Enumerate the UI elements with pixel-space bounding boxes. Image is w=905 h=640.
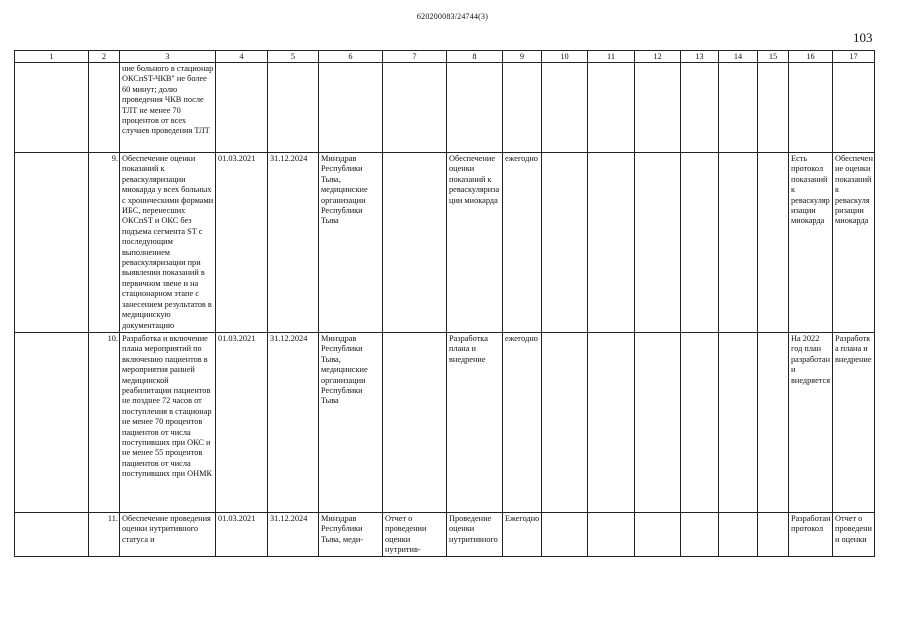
table-row xyxy=(15,63,875,153)
table-cell-col-10 xyxy=(542,513,588,557)
table-cell-col-7 xyxy=(383,63,447,153)
header-cell: 7 xyxy=(383,51,447,63)
header-cell: 10 xyxy=(542,51,588,63)
table-cell-col-3: ние больного в стационар ОКСпST-ЧКВ" не более 60 минут; долю проведения ЧКВ после ТЛТ не менее 70 процентов от всех случаев проведения ТЛТ xyxy=(120,63,216,153)
table-cell-col-2 xyxy=(89,63,120,153)
table-row xyxy=(15,153,875,333)
table-cell-col-5: 31.12.2024 xyxy=(268,513,319,557)
table-cell-col-7 xyxy=(383,333,447,513)
table-cell-col-11 xyxy=(588,153,635,333)
header-cell: 13 xyxy=(681,51,719,63)
header-cell: 3 xyxy=(120,51,216,63)
table-cell-col-11 xyxy=(588,63,635,153)
header-cell: 6 xyxy=(319,51,383,63)
table-cell-col-15 xyxy=(758,513,789,557)
table-cell-col-9: ежегодно xyxy=(503,153,542,333)
header-cell: 8 xyxy=(447,51,503,63)
header-cell: 5 xyxy=(268,51,319,63)
table-cell-col-7 xyxy=(383,153,447,333)
table-cell-col-16: Разработан протокол xyxy=(789,513,833,557)
header-cell: 15 xyxy=(758,51,789,63)
table-cell-col-5: 31.12.2024 xyxy=(268,153,319,333)
table-cell-col-9 xyxy=(503,63,542,153)
table-cell-col-8 xyxy=(447,63,503,153)
table-cell-col-12 xyxy=(635,333,681,513)
table-cell-col-4 xyxy=(216,63,268,153)
table-cell-col-15 xyxy=(758,333,789,513)
table-cell-col-13 xyxy=(681,63,719,153)
header-cell: 16 xyxy=(789,51,833,63)
table-cell-col-4: 01.03.2021 xyxy=(216,333,268,513)
table-cell-col-2: 11. xyxy=(89,513,120,557)
table-cell-col-14 xyxy=(719,513,758,557)
table-cell-col-3: Разработка и включение плана мероприятий по включению пациентов в мероприятия ранней медицинской реабилитации пациентов не позднее 72 часов от поступления в стационар не менее 70 процентов пациентов от числа поступивших при ОКС и не менее 55 процентов пациентов от числа поступивших при ОНМК xyxy=(120,333,216,513)
document-id: 620200083/24744(3) xyxy=(416,12,489,21)
table-cell-col-17 xyxy=(833,63,875,153)
table-cell-col-14 xyxy=(719,153,758,333)
table-cell-col-12 xyxy=(635,513,681,557)
table-cell-col-17: Отчет о проведении оценки xyxy=(833,513,875,557)
table-cell-col-15 xyxy=(758,63,789,153)
table-row xyxy=(15,513,875,557)
table-cell-col-12 xyxy=(635,153,681,333)
table-cell-col-9: ежегодно xyxy=(503,333,542,513)
table-cell-col-16: Есть протокол показаний к реваскуляризации миокарда xyxy=(789,153,833,333)
header-cell: 17 xyxy=(833,51,875,63)
table-cell-col-10 xyxy=(542,153,588,333)
table-cell-col-1 xyxy=(15,63,89,153)
table-cell-col-5 xyxy=(268,63,319,153)
table-cell-col-16 xyxy=(789,63,833,153)
table-cell-col-5: 31.12.2024 xyxy=(268,333,319,513)
header-row xyxy=(15,51,875,63)
header-cell: 14 xyxy=(719,51,758,63)
table-cell-col-15 xyxy=(758,153,789,333)
table-cell-col-11 xyxy=(588,513,635,557)
table-cell-col-13 xyxy=(681,153,719,333)
table-cell-col-9: Ежегодно xyxy=(503,513,542,557)
table-cell-col-13 xyxy=(681,513,719,557)
plan-table xyxy=(14,50,875,557)
table-cell-col-3: Обеспечение проведения оценки нутритивного статуса и xyxy=(120,513,216,557)
table-cell-col-2: 9. xyxy=(89,153,120,333)
table-cell-col-6 xyxy=(319,63,383,153)
table-cell-col-14 xyxy=(719,63,758,153)
header-cell: 4 xyxy=(216,51,268,63)
table-cell-col-1 xyxy=(15,333,89,513)
header-cell: 11 xyxy=(588,51,635,63)
table-cell-col-14 xyxy=(719,333,758,513)
table-cell-col-3: Обеспечение оценки показаний к реваскуляризации миокарда у всех больных с хроническими формами ИБС, перенесших ОКСпST и ОКС без подъема сегмента ST с последующим выполнением реваскуляризации при выявлении показаний в первичном звене и на стационарном этапе с занесением результатов в медицинскую документацию xyxy=(120,153,216,333)
table-cell-col-1 xyxy=(15,513,89,557)
table-cell-col-11 xyxy=(588,333,635,513)
table-cell-col-6: Минздрав Республики Тыва, медицинские организации Республики Тыва xyxy=(319,333,383,513)
table-row xyxy=(15,333,875,513)
table-cell-col-10 xyxy=(542,333,588,513)
table-cell-col-6: Минздрав Республики Тыва, меди- xyxy=(319,513,383,557)
table-cell-col-17: Разработка плана и внедрение xyxy=(833,333,875,513)
table-cell-col-2: 10. xyxy=(89,333,120,513)
table-cell-col-17: Обеспечение оценки показаний к реваскуляризации миокарда xyxy=(833,153,875,333)
table-cell-col-8: Обеспечение оценки показаний к реваскуляризации миокарда xyxy=(447,153,503,333)
table-cell-col-1 xyxy=(15,153,89,333)
table-cell-col-7: Отчет о проведении оценки нутритив- xyxy=(383,513,447,557)
header-cell: 2 xyxy=(89,51,120,63)
header-cell: 1 xyxy=(15,51,89,63)
table-cell-col-16: На 2022 год план разработан и внедряется xyxy=(789,333,833,513)
header-cell: 12 xyxy=(635,51,681,63)
page-number: 103 xyxy=(853,30,873,45)
table-cell-col-6: Минздрав Республики Тыва, медицинские организации Республики Тыва xyxy=(319,153,383,333)
table-cell-col-10 xyxy=(542,63,588,153)
table-cell-col-4: 01.03.2021 xyxy=(216,513,268,557)
table-cell-col-8: Разработка плана и внедрение xyxy=(447,333,503,513)
table-cell-col-4: 01.03.2021 xyxy=(216,153,268,333)
table-cell-col-12 xyxy=(635,63,681,153)
table-cell-col-8: Проведение оценки нутритивного xyxy=(447,513,503,557)
table-cell-col-13 xyxy=(681,333,719,513)
header-cell: 9 xyxy=(503,51,542,63)
